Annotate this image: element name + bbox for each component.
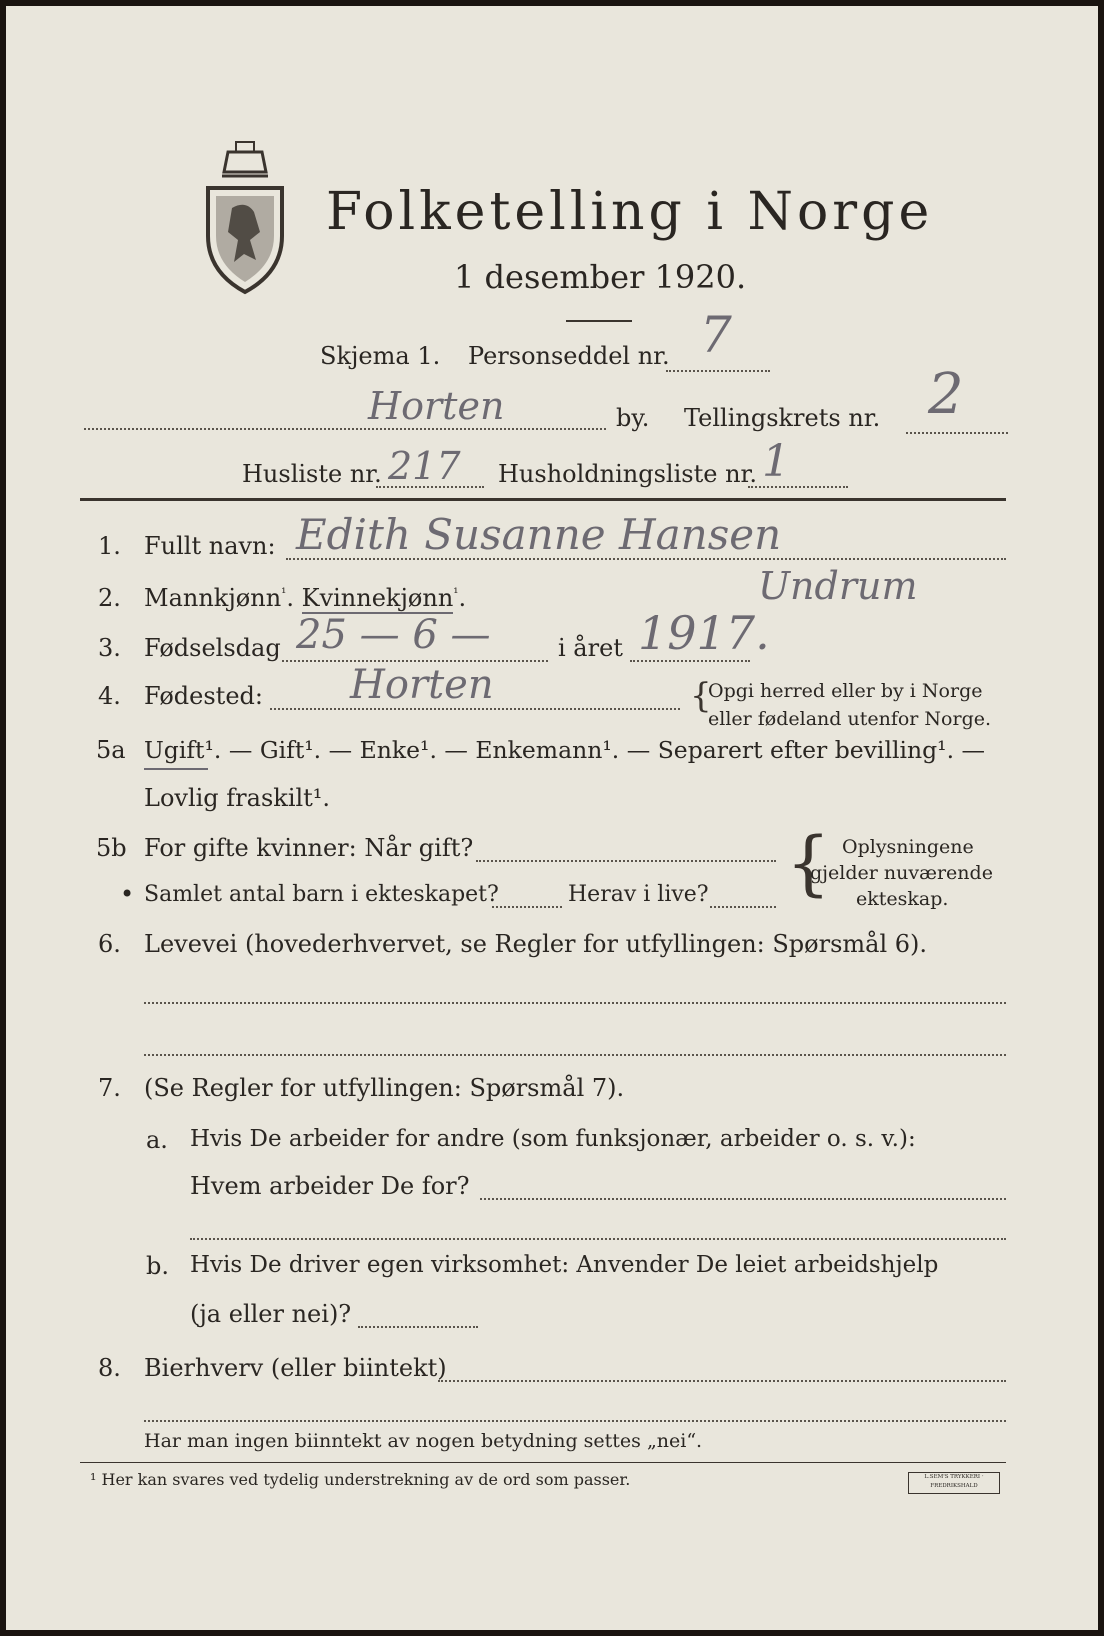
husholdning-value: 1 [762,436,790,487]
q5b-living-line[interactable] [710,906,776,908]
title-divider [566,320,632,322]
q4-brace-icon: { [690,676,712,716]
q7a-employer-line2[interactable] [190,1238,1006,1240]
q6-line1[interactable] [144,1002,1006,1004]
q5a-number: 5a [96,736,126,764]
q7-label: (Se Regler for utfyllingen: Spørsmål 7). [144,1074,625,1102]
q7b-line2: (ja eller nei)? [190,1300,352,1328]
q7a-line1: Hvis De arbeider for andre (som funksjonær, arbeider o. s. v.): [190,1126,916,1152]
personseddel-line[interactable] [666,370,770,372]
form-title: Folketelling i Norge [326,182,934,242]
q7a-line2: Hvem arbeider De for? [190,1172,470,1200]
q5b-brace-icon: { [786,822,831,904]
q5a-ugift-underline [144,768,208,770]
q8-note: Har man ingen biinntekt av nogen betydning settes „nei“. [144,1430,703,1452]
q2-kvinnekjonn[interactable]: Kvinnekjønn [301,584,454,612]
q5b-married-line[interactable] [476,860,776,862]
q6-label: Levevei (hovederhvervet, se Regler for utfyllingen: Spørsmål 6). [144,930,928,958]
bullet-icon: • [120,880,135,908]
by-label: by. [616,404,650,432]
q4-line[interactable] [270,708,680,710]
q3-year-value: 1917. [638,606,770,660]
q8-line2[interactable] [144,1420,1006,1422]
q7a-number: a. [146,1126,168,1154]
q7a-employer-line[interactable] [480,1198,1006,1200]
header-rule [80,498,1006,501]
q5b-note2: gjelder nuværende [810,862,993,884]
q5b-note3: ekteskap. [856,888,949,910]
q4-birthplace-value: Horten [350,662,494,708]
q2-mannkjonn[interactable]: Mannkjønn [144,584,282,612]
footnote: ¹ Her kan svares ved tydelig understrekning av de ord som passer. [90,1470,631,1489]
q6-line2[interactable] [144,1054,1006,1056]
q5b-note1: Oplysningene [842,836,974,858]
q1-extra-name: Undrum [758,564,918,608]
tellingskrets-value: 2 [928,362,964,427]
q1-number: 1. [98,532,121,560]
census-date: 1 desember 1920. [454,258,747,296]
q1-label: Fullt navn: [144,532,276,560]
q5b-children-line[interactable] [492,906,562,908]
husliste-label: Husliste nr. [242,460,382,488]
q1-full-name-value: Edith Susanne Hansen [296,510,782,559]
q7b-line1: Hvis De driver egen virksomhet: Anvender De leiet arbeidshjelp [190,1252,939,1278]
husholdning-label: Husholdningsliste nr. [498,460,757,488]
q5b-label1: For gifte kvinner: Når gift? [144,834,474,862]
q7-number: 7. [98,1074,121,1102]
q6-number: 6. [98,930,121,958]
q5a-line2[interactable]: Lovlig fraskilt¹. [144,784,331,812]
q7b-answer-line[interactable] [358,1326,478,1328]
personseddel-value: 7 [700,306,732,364]
skjema-label: Skjema 1. [320,342,441,370]
coat-of-arms-icon [202,136,288,296]
q5b-label2: Samlet antal barn i ekteskapet? [144,882,499,907]
q4-label: Fødested: [144,682,263,710]
q2-options: Mannkjønn$^{^1}$. Kvinnekjønn$^{^1}$. [144,584,467,612]
printer-stamp: L.SEM'S TRYKKERI · FREDRIKSHALD [908,1472,1000,1494]
q3-label: Fødselsdag [144,634,281,662]
q2-number: 2. [98,584,121,612]
q3-year-label: i året [558,634,623,662]
q8-number: 8. [98,1354,121,1382]
personseddel-label: Personseddel nr. [468,342,670,370]
q3-day-value: 25 — 6 — [296,612,491,658]
tellingskrets-label: Tellingskrets nr. [684,404,881,432]
q8-line1[interactable] [438,1380,1006,1382]
q3-number: 3. [98,634,121,662]
census-form [6,6,1098,1630]
q4-number: 4. [98,682,121,710]
q4-note-line1: Opgi herred eller by i Norge [708,680,983,702]
q5b-number: 5b [96,834,127,862]
footer-rule [80,1462,1006,1463]
q3-year-line[interactable] [630,660,750,662]
q5a-options[interactable]: Ugift¹. — Gift¹. — Enke¹. — Enkemann¹. — Separert efter bevilling¹. — [144,736,986,764]
tellingskrets-line[interactable] [906,432,1008,434]
q8-label: Bierhverv (eller biintekt) [144,1354,447,1382]
husliste-value: 217 [388,444,461,488]
city-value: Horten [368,384,505,428]
q4-note-line2: eller fødeland utenfor Norge. [708,708,992,730]
q5b-label3: Herav i live? [568,882,709,907]
q7b-number: b. [146,1252,169,1280]
city-line[interactable] [84,428,606,430]
